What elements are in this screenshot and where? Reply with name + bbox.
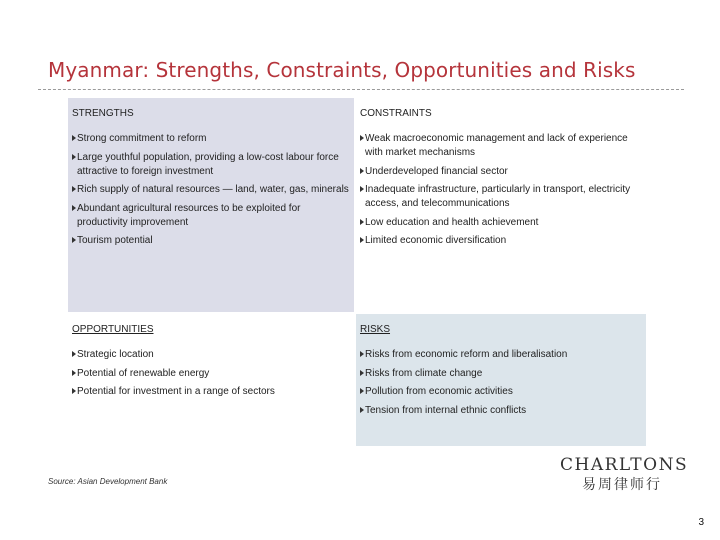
charltons-logo <box>560 455 689 495</box>
strengths-panel <box>68 98 354 312</box>
list-item: Tourism potential <box>72 234 350 248</box>
risks-heading: RISKS <box>360 324 391 335</box>
opportunities-list <box>72 348 350 399</box>
list-item: Abundant agricultural resources to be exploited for productivity improvement <box>72 202 350 230</box>
list-item: Strong commitment to reform <box>72 132 350 146</box>
list-item: Potential for investment in a range of sectors <box>72 385 350 399</box>
list-item: Underdeveloped financial sector <box>360 165 642 179</box>
list-item: Potential of renewable energy <box>72 367 350 381</box>
constraints-heading: CONSTRAINTS <box>360 108 432 119</box>
page-title: Myanmar: Strengths, Constraints, Opportunities and Risks <box>48 58 636 82</box>
list-item: Risks from economic reform and liberalisation <box>360 348 642 362</box>
list-item: Pollution from economic activities <box>360 385 642 399</box>
title-divider <box>38 89 684 90</box>
page-number: 3 <box>698 517 704 528</box>
constraints-panel <box>356 98 646 312</box>
strengths-heading: STRENGTHS <box>72 108 134 119</box>
list-item: Inadequate infrastructure, particularly in transport, electricity access, and telecommunications <box>360 183 642 211</box>
source-note: Source: Asian Development Bank <box>48 477 168 486</box>
constraints-list <box>360 132 642 248</box>
risks-panel <box>356 314 646 446</box>
list-item: Large youthful population, providing a low-cost labour force attractive to foreign investment <box>72 151 350 179</box>
list-item: Limited economic diversification <box>360 234 642 248</box>
risks-list <box>360 348 642 418</box>
opportunities-heading: OPPORTUNITIES <box>72 324 154 335</box>
list-item: Low education and health achievement <box>360 216 642 230</box>
list-item: Risks from climate change <box>360 367 642 381</box>
strengths-list <box>72 132 350 248</box>
list-item: Weak macroeconomic management and lack of experience with market mechanisms <box>360 132 642 160</box>
list-item: Strategic location <box>72 348 350 362</box>
list-item: Tension from internal ethnic conflicts <box>360 404 642 418</box>
opportunities-panel <box>68 314 354 446</box>
list-item: Rich supply of natural resources — land, water, gas, minerals <box>72 183 350 197</box>
logo-chinese: 易周律师行 <box>582 477 662 493</box>
logo-english: CHARLTONS <box>560 455 689 475</box>
